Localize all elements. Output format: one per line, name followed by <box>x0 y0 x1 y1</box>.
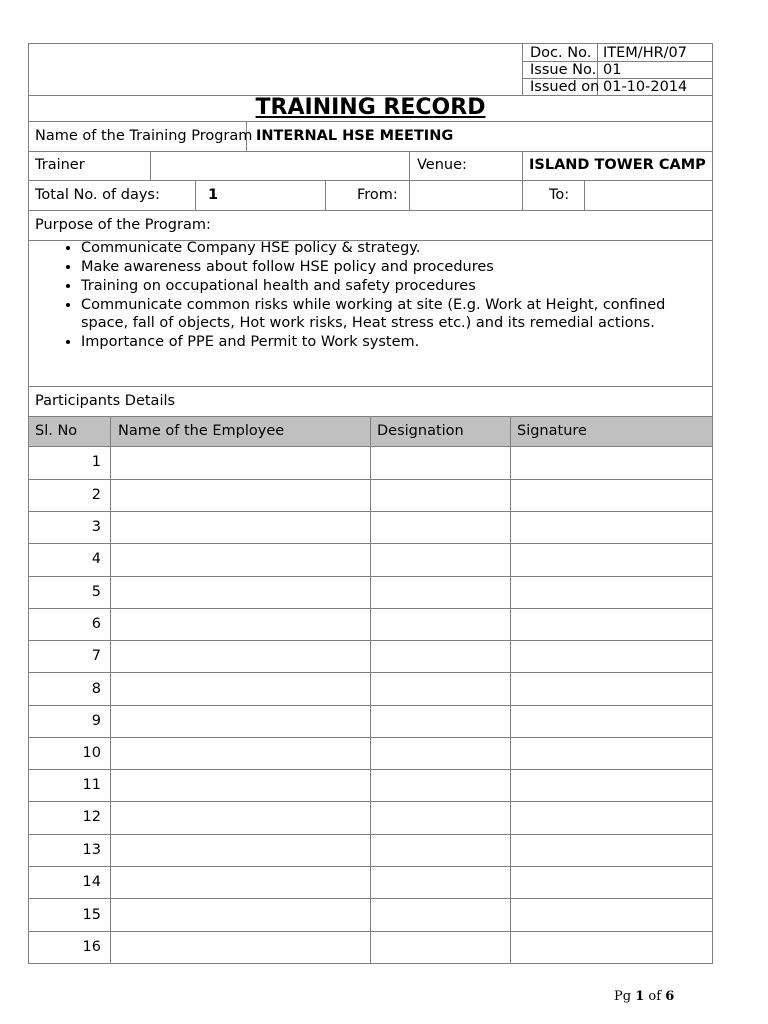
row-rule <box>28 121 713 122</box>
row-rule <box>28 180 713 181</box>
to-label: To: <box>549 187 570 203</box>
issued-on-label: Issued on <box>530 79 600 95</box>
purpose-item: • Make awareness about follow HSE policy and procedures <box>81 259 688 277</box>
row-rule <box>28 210 713 211</box>
table-row-rule <box>28 543 713 544</box>
col-rule <box>150 151 151 180</box>
purpose-list <box>28 240 688 353</box>
row-number: 15 <box>82 907 101 923</box>
col-rule <box>110 416 111 964</box>
page-title: TRAINING RECORD <box>255 95 486 120</box>
row-number: 14 <box>82 874 101 890</box>
row-rule <box>28 386 713 387</box>
pg-label: Pg <box>614 989 632 1004</box>
issue-no-label: Issue No. <box>530 62 597 78</box>
col-rule <box>325 180 326 210</box>
purpose-item: • Communicate common risks while working at site (E.g. Work at Height, confined space, fall of objects, Hot work risks, Heat stress etc.) and its remedial actions. <box>81 297 688 332</box>
days-value: 1 <box>208 187 219 203</box>
row-number: 16 <box>82 939 101 955</box>
table-row-rule <box>28 801 713 802</box>
venue-label: Venue: <box>417 157 467 173</box>
col-rule <box>584 180 585 210</box>
program-label: Name of the Training Program <box>35 128 253 144</box>
purpose-item: • Importance of PPE and Permit to Work system. <box>81 334 688 352</box>
row-number: 10 <box>82 745 101 761</box>
issued-on-value: 01-10-2014 <box>603 79 688 95</box>
table-row-rule <box>28 705 713 706</box>
row-number: 11 <box>82 777 101 793</box>
table-row-rule <box>28 737 713 738</box>
col-rule <box>510 416 511 964</box>
row-number: 6 <box>91 616 101 632</box>
days-label: Total No. of days: <box>35 187 160 203</box>
table-row-rule <box>28 898 713 899</box>
purpose-label: Purpose of the Program: <box>35 217 211 233</box>
issue-no-value: 01 <box>603 62 622 78</box>
col-rule <box>522 151 523 210</box>
row-number: 12 <box>82 809 101 825</box>
row-number: 5 <box>91 584 101 600</box>
table-row-rule <box>28 576 713 577</box>
table-row-rule <box>28 866 713 867</box>
table-row-rule <box>28 511 713 512</box>
col-rule <box>370 416 371 964</box>
row-rule <box>28 151 713 152</box>
row-number: 7 <box>91 648 101 664</box>
trainer-label: Trainer <box>35 157 85 173</box>
docinfo-left-rule <box>522 43 523 95</box>
row-number: 13 <box>82 842 101 858</box>
row-number: 9 <box>91 713 101 729</box>
table-row-rule <box>28 834 713 835</box>
table-row-rule <box>28 672 713 673</box>
col-header-signature: Signature <box>517 423 587 439</box>
table-row-rule <box>28 931 713 932</box>
from-label: From: <box>357 187 398 203</box>
col-rule <box>409 151 410 210</box>
col-header-employee: Name of the Employee <box>118 423 285 439</box>
row-number: 8 <box>91 681 101 697</box>
frame-right <box>712 43 713 964</box>
venue-value: ISLAND TOWER CAMP <box>529 157 706 173</box>
current-page: 1 <box>635 989 645 1004</box>
purpose-item: • Training on occupational health and safety procedures <box>81 278 688 296</box>
page-number <box>614 989 674 1004</box>
row-number: 2 <box>91 487 101 503</box>
row-number: 4 <box>91 551 101 567</box>
col-rule <box>195 180 196 210</box>
col-header-sl-no: Sl. No <box>35 423 78 439</box>
row-number: 3 <box>91 519 101 535</box>
table-row-rule <box>28 769 713 770</box>
purpose-item: • Communicate Company HSE policy & strategy. <box>81 240 688 258</box>
of-label: of <box>648 989 662 1004</box>
total-pages: 6 <box>665 989 675 1004</box>
participants-label: Participants Details <box>35 393 176 409</box>
row-number: 1 <box>91 454 101 470</box>
table-row-rule <box>28 640 713 641</box>
program-value: INTERNAL HSE MEETING <box>256 128 454 144</box>
doc-no-label: Doc. No. <box>530 45 592 61</box>
doc-no-value: ITEM/HR/07 <box>603 45 688 61</box>
col-header-designation: Designation <box>377 423 464 439</box>
table-row-rule <box>28 479 713 480</box>
table-row-rule <box>28 608 713 609</box>
